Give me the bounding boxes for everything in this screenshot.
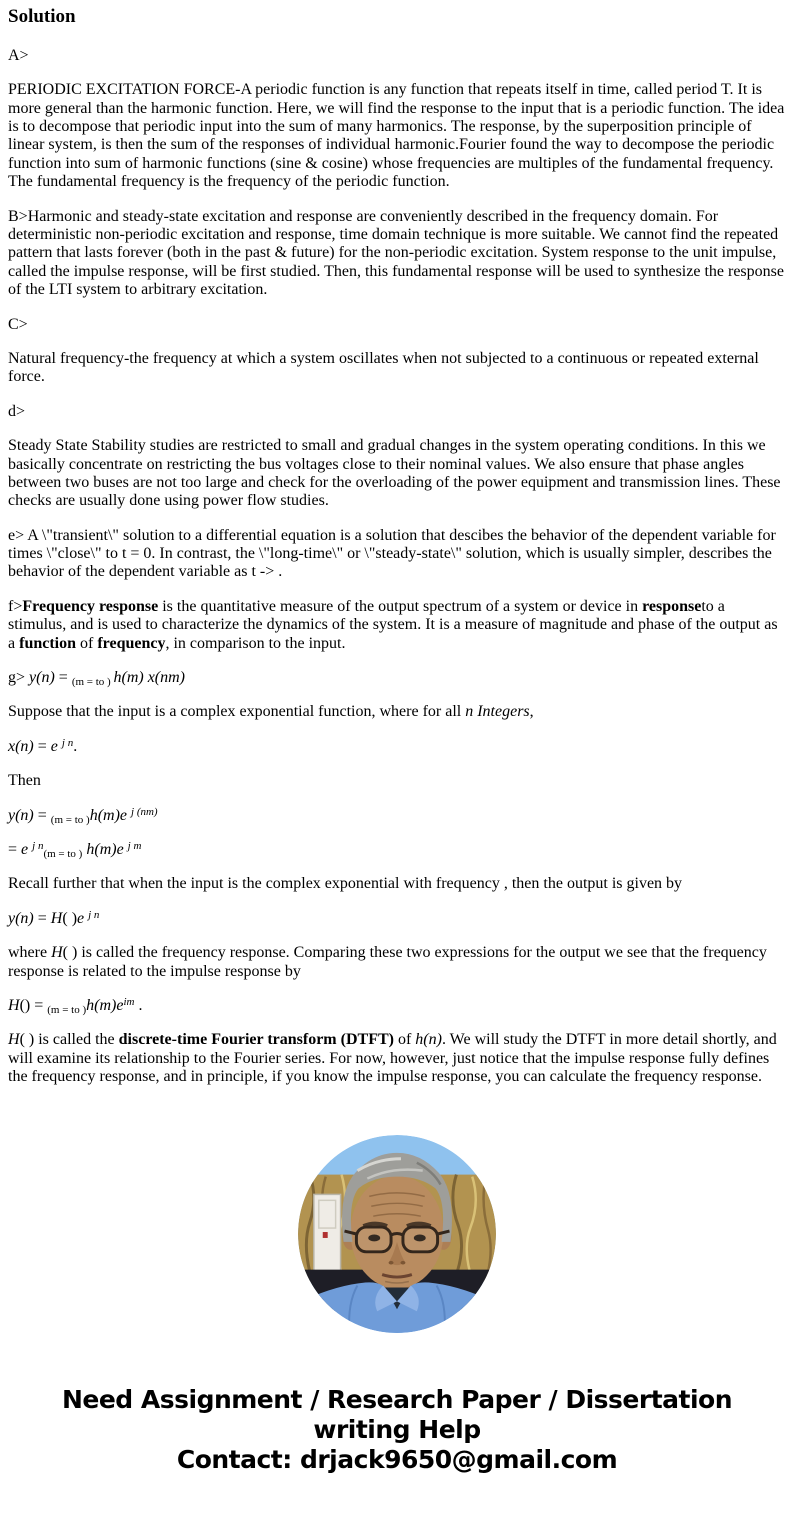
- text-segment: e: [50, 737, 58, 755]
- paragraph: [8, 1031, 786, 1086]
- photo-door-frame: [314, 1194, 341, 1271]
- text-segment: e: [77, 909, 85, 927]
- text-segment: Natural frequency-the frequency at which a system oscillates when not subjected to a continuous or repeated external force.: [8, 349, 759, 386]
- text-segment: where: [8, 944, 52, 962]
- text-segment: . We will study the DTFT in more detail shortly, and will examine its relationship to the Fourier series. For now, however, just notice that the impulse response fully defines the frequency response, and in principle, if you know the impulse response, you can calculate the frequency response.: [8, 1031, 777, 1086]
- text-segment: ( ): [62, 909, 78, 927]
- text-segment: h(m)e: [86, 841, 124, 858]
- text-segment: j (nm): [131, 805, 158, 818]
- text-segment: n Integers: [465, 703, 530, 721]
- text-segment: [62, 737, 73, 749]
- text-segment: H: [8, 1031, 20, 1049]
- text-segment: h(m)e: [89, 806, 128, 824]
- text-segment: of: [393, 1031, 416, 1049]
- text-segment: H: [51, 944, 63, 962]
- text-segment: =: [33, 806, 51, 824]
- text-segment: (m = to ): [71, 676, 114, 689]
- text-segment: response: [642, 597, 702, 615]
- text-segment: H: [8, 996, 20, 1014]
- text-segment: ,: [529, 703, 534, 721]
- text-segment: j n: [88, 908, 100, 921]
- text-segment: =: [54, 669, 72, 687]
- text-segment: A>: [8, 46, 29, 64]
- paragraph: [8, 47, 786, 65]
- text-segment: function: [19, 634, 77, 652]
- text-segment: ( ) is called the: [19, 1031, 119, 1049]
- document-body: [8, 47, 786, 1087]
- paragraph: [8, 703, 786, 721]
- text-segment: y(n): [8, 806, 34, 824]
- text-segment: d>: [8, 402, 26, 420]
- paragraph: [8, 527, 786, 582]
- text-segment: j n: [32, 840, 44, 852]
- text-segment: () =: [19, 996, 48, 1014]
- text-segment: Suppose that the input is a complex exponential function, where for all: [8, 703, 466, 721]
- promo-line-2: writing Help: [313, 1414, 481, 1444]
- paragraph: [8, 350, 786, 387]
- paragraph: [8, 208, 786, 300]
- text-segment: discrete-time Fourier transform (DTFT): [118, 1031, 394, 1049]
- text-segment: .: [134, 996, 143, 1014]
- paragraph: [8, 807, 786, 825]
- text-segment: [32, 840, 43, 852]
- text-segment: to a stimulus, and is used to characterize the dynamics of the system. It is a measure of magnitude and phase of the output as a: [8, 597, 778, 652]
- text-segment: is the quantitative measure of the output spectrum of a system or device in: [158, 597, 643, 615]
- text-segment: x(n): [8, 737, 34, 755]
- promo-line-1: Need Assignment / Research Paper / Dissertation: [61, 1384, 733, 1414]
- paragraph: [8, 910, 786, 928]
- promo-contact-line: Contact: drjack9650@gmail.com: [176, 1444, 618, 1474]
- paragraph: [8, 875, 786, 893]
- paragraph: [8, 944, 786, 981]
- text-segment: (m = to ): [47, 1003, 87, 1016]
- profile-photo: [298, 1135, 496, 1333]
- text-segment: Recall further that when the input is the complex exponential with frequency , then the output is given by: [8, 875, 683, 893]
- text-segment: h(m)e: [86, 996, 124, 1014]
- text-segment: g>: [8, 669, 30, 687]
- text-segment: =: [33, 737, 51, 755]
- text-segment: ( ) is called the frequency response. Comparing these two expressions for the output we see that the frequency response is related to the impulse response by: [8, 944, 767, 980]
- text-segment: (m = to ): [43, 848, 83, 860]
- text-segment: [131, 806, 158, 818]
- author-photo-figure: [8, 1135, 786, 1333]
- text-segment: [128, 840, 142, 852]
- text-segment: y(n): [8, 909, 34, 927]
- text-segment: Then: [8, 772, 41, 790]
- text-segment: .: [73, 737, 78, 755]
- text-segment: (m = to ): [50, 813, 90, 826]
- text-segment: =: [33, 909, 51, 927]
- text-segment: im: [123, 995, 135, 1008]
- paragraph: [8, 772, 786, 790]
- paragraph: [8, 669, 786, 687]
- promo-footer: [8, 1385, 786, 1475]
- paragraph: [8, 437, 786, 511]
- text-segment: h(m) x(nm): [113, 669, 186, 687]
- text-segment: h(n): [415, 1031, 442, 1049]
- paragraph: [8, 738, 786, 756]
- paragraph: [8, 81, 786, 191]
- paragraph: [8, 997, 786, 1015]
- text-segment: C>: [8, 315, 28, 333]
- paragraph: [8, 403, 786, 421]
- text-segment: Frequency response: [22, 597, 159, 615]
- paragraph: [8, 841, 786, 859]
- text-segment: PERIODIC EXCITATION FORCE-A periodic function is any function that repeats itself in time, called period T. It is more general than the harmonic function. Here, we will find the response to the input that is a periodic function. The idea is to decompose that periodic input into the sum of many harmonics. The response, by the superposition principle of linear system, is then the sum of the responses of individual harmonic.Fourier found the way to decompose the periodic function into sum of harmonic functions (sine & cosine) whose frequencies are multiples of the fundamental frequency. The fundamental frequency is the frequency of the periodic function.: [8, 81, 785, 191]
- paragraph: [8, 316, 786, 334]
- text-segment: y(n): [29, 669, 55, 687]
- text-segment: frequency: [97, 634, 166, 652]
- text-segment: Steady State Stability studies are restricted to small and gradual changes in the system operating conditions. In this we basically concentrate on restricting the bus voltages close to their nominal values. We also ensure that phase angles between two buses are not too large and check for the overloading of the power equipment and transmission lines. These checks are usually done using power flow studies.: [8, 437, 781, 510]
- text-segment: [88, 909, 99, 921]
- text-segment: of: [76, 634, 98, 652]
- text-segment: B>Harmonic and steady-state excitation and response are conveniently described in the frequency domain. For deterministic non-periodic excitation and response, time domain technique is more suitable. We cannot find the repeated pattern that lasts forever (both in the past & future) for the non-periodic excitation. System response to the unit impulse, called the impulse response, will be first studied. Then, this fundamental response will be used to synthesize the response of the LTI system to arbitrary excitation.: [8, 207, 784, 299]
- paragraph: [8, 598, 786, 653]
- page-title: Solution: [8, 6, 76, 27]
- text-segment: , in comparison to the input.: [165, 634, 346, 652]
- text-segment: e: [21, 841, 29, 858]
- text-segment: j n: [61, 736, 74, 749]
- text-segment: e> A \"transient\" solution to a differential equation is a solution that descibes the behavior of the dependent variable for times \"close\" to t = 0. In contrast, the \"long-time\" or \"steady-state\" solution, which is usually simpler, describes the behavior of the dependent variable as t -> .: [8, 526, 776, 581]
- text-segment: j m: [127, 840, 142, 852]
- text-segment: H: [50, 909, 63, 927]
- text-segment: =: [8, 841, 22, 858]
- text-segment: [123, 996, 134, 1008]
- text-segment: f>: [8, 597, 23, 615]
